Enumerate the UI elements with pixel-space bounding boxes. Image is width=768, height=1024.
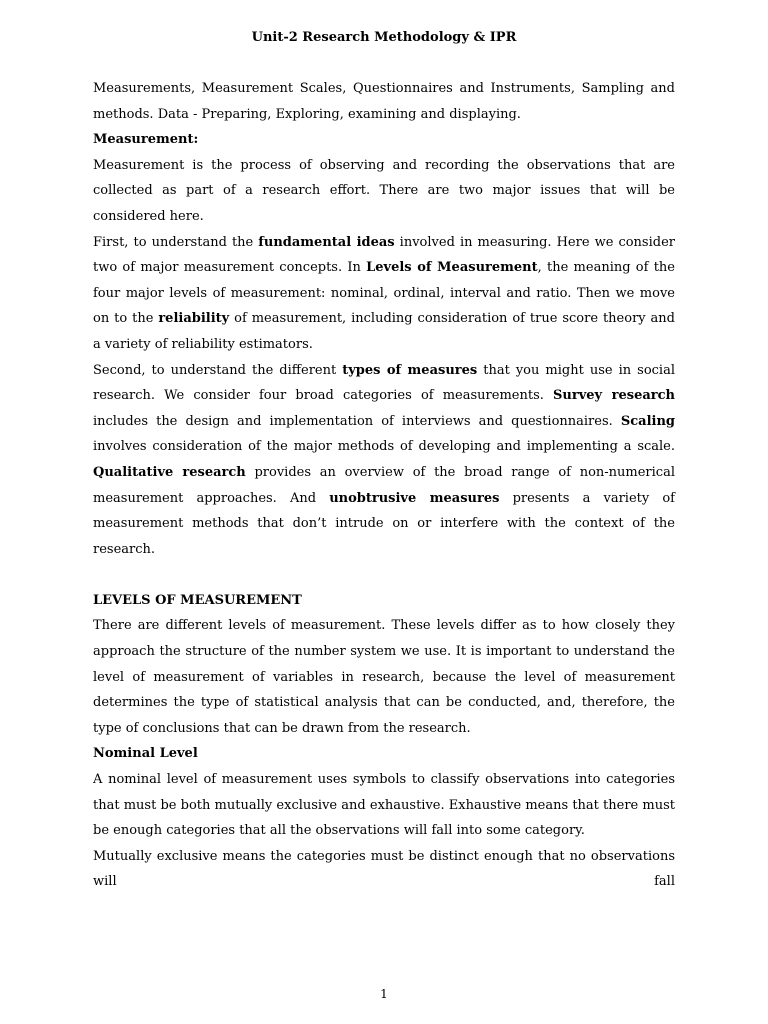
page-title: Unit-2 Research Methodology & IPR [251,30,517,45]
levels-paragraph-1: There are different levels of measurement. These levels differ as to how closely they approach the structure of the number system we use. It is important to understand the level of measurement of variables in research, because the level of measurement determines the type of statistical analysis that can be conducted, and, therefore, the type of conclusions that can be drawn from the research. [93,618,675,736]
levels-heading: LEVELS OF MEASUREMENT [93,592,302,608]
measurement-paragraph-2: First, to understand the fundamental ideas involved in measuring. Here we consider two of major measurement concepts. In Levels of Measurement, the meaning of the four major levels of measurement: nominal, ordinal, interval and ratio. Then we move on to the reliability of measurement, including consideration of true score theory and a variety of reliability estimators. [93,234,676,352]
intro-paragraph: Measurements, Measurement Scales, Questionnaires and Instruments, Sampling and methods. Data - Preparing, Exploring, examining and displaying. [93,81,675,122]
measurement-paragraph-3: Second, to understand the different types of measures that you might use in social research. We consider four broad categories of measurements. Survey research includes the design and implementation of interviews and questionnaires. Scaling involves consideration of the major methods of developing and implementing a scale. Qualitative research provides an overview of the broad range of non-numerical measurement approaches. And unobtrusive measures presents a variety of measurement methods that don’t intrude on or interfere with the context of the research. [93,362,675,557]
nominal-heading: Nominal Level [93,746,198,762]
page-number: 1 [380,987,388,1001]
nominal-paragraph-1: A nominal level of measurement uses symbols to classify observations into categories that must be both mutually exclusive and exhaustive. Exhaustive means that there must be enough categories that all the observations will fall into some category. [93,772,675,839]
section-gap [93,562,675,588]
document-page [93,0,675,1024]
measurement-paragraph-1: Measurement is the process of observing and recording the observations that are collected as part of a research effort. There are two major issues that will be considered here. [93,157,675,224]
measurement-heading: Measurement: [93,132,199,148]
nominal-paragraph-2: Mutually exclusive means the categories must be distinct enough that no observations will fall [93,848,675,890]
document-body [93,76,675,895]
